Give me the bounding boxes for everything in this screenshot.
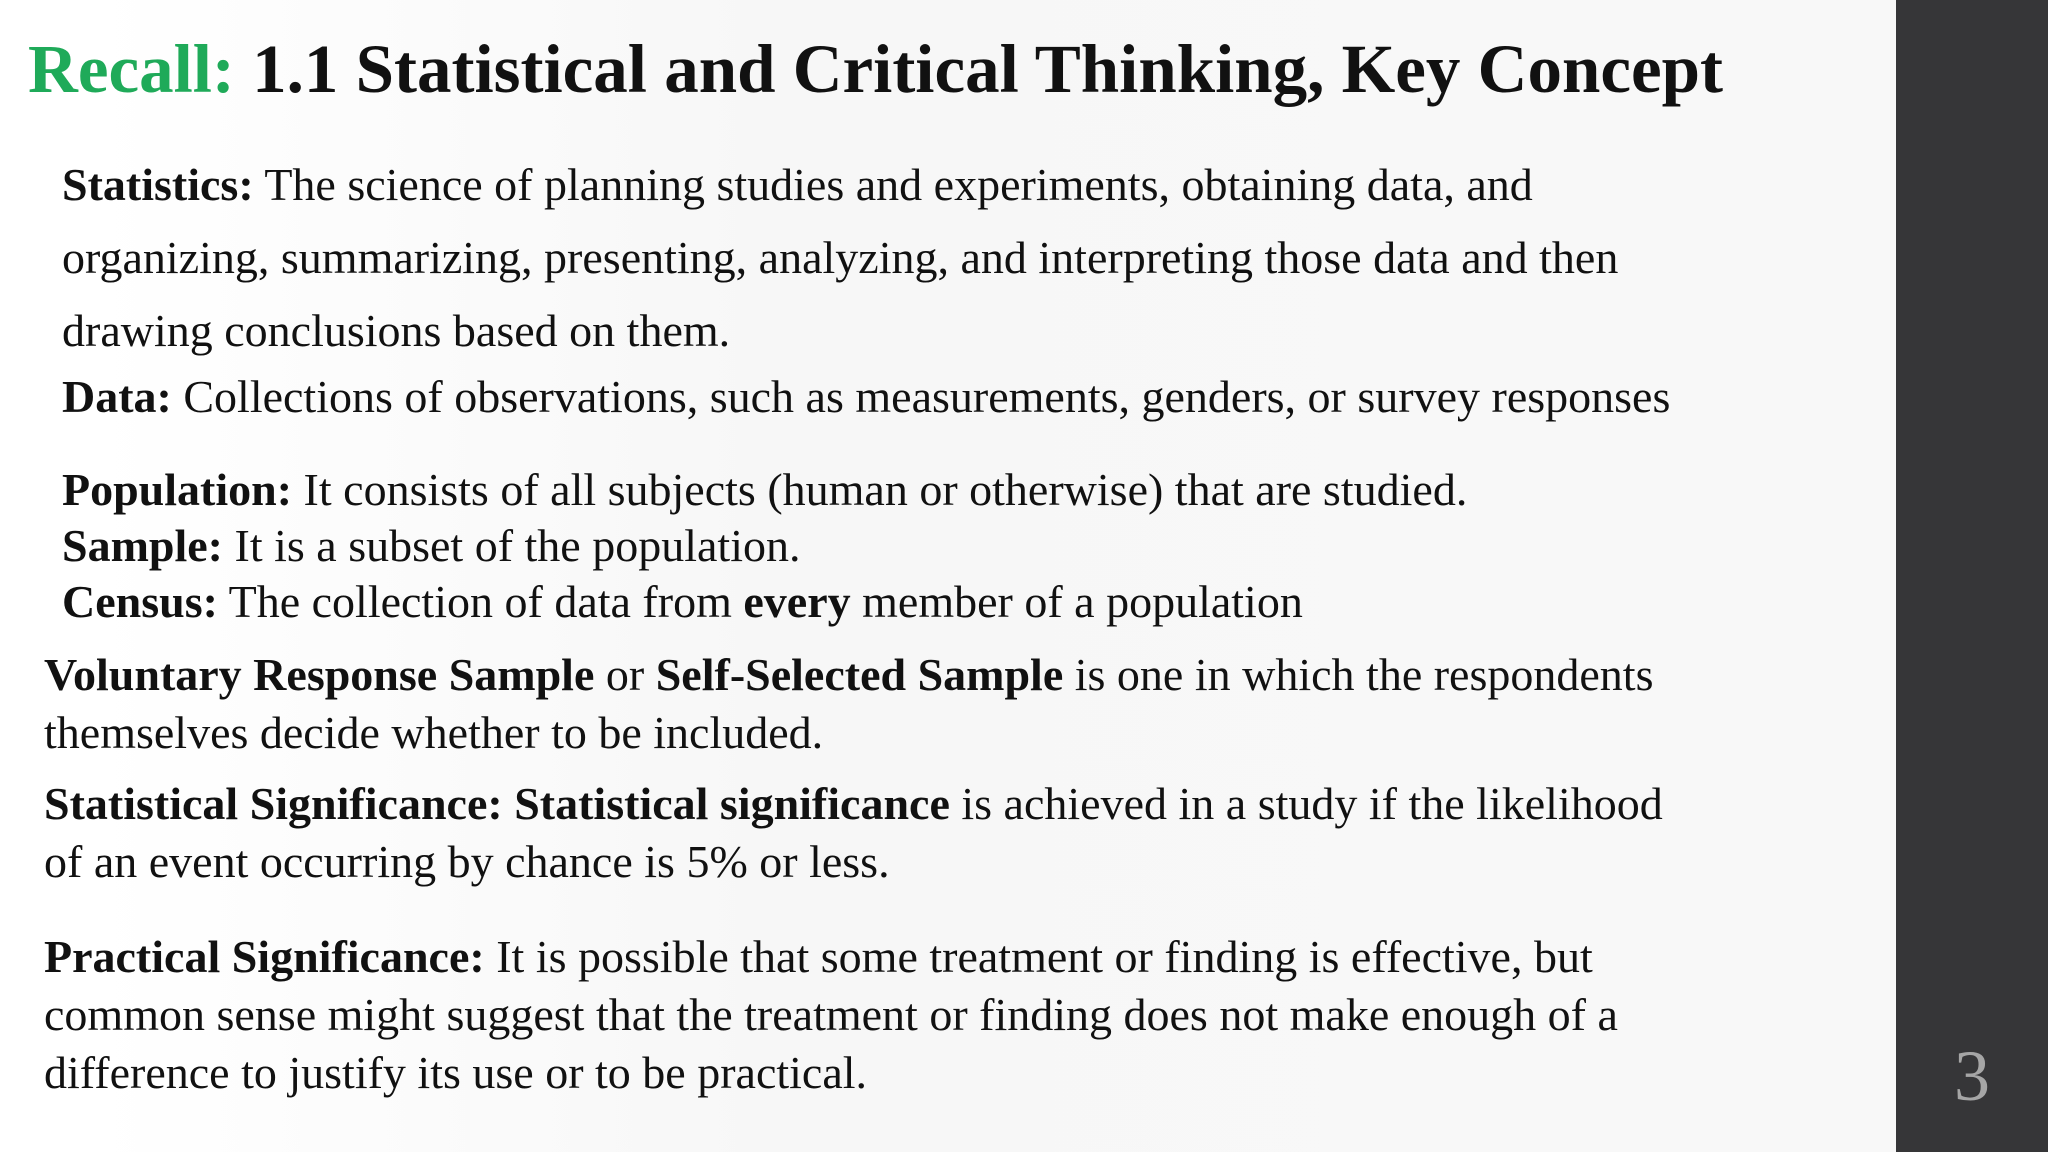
practical-text-3: difference to justify its use or to be practical. — [44, 1047, 868, 1098]
practical-text-1: It is possible that some treatment or finding is effective, but — [496, 931, 1593, 982]
statistics-text-1: The science of planning studies and experiments, obtaining data, and — [264, 159, 1533, 210]
practical-line-1 — [44, 928, 1618, 986]
statistics-text-2: organizing, summarizing, presenting, analyzing, and interpreting those data and then — [62, 232, 1619, 283]
statistics-definition — [62, 148, 1618, 367]
title-main-text: 1.1 Statistical and Critical Thinking, Key Concept — [252, 31, 1723, 107]
voluntary-line-1 — [44, 646, 1653, 704]
census-text-before: The collection of data from — [228, 576, 732, 627]
sample-text: It is a subset of the population. — [234, 520, 801, 571]
statistical-significance-definition — [44, 775, 1663, 891]
voluntary-text-2: themselves decide whether to be included. — [44, 707, 824, 758]
statistics-line-1 — [62, 148, 1618, 221]
voluntary-text-1: is one in which the respondents — [1074, 649, 1654, 700]
population-sample-census-block — [62, 462, 1467, 630]
practical-term: Practical Significance: — [44, 931, 485, 982]
statistics-text-3: drawing conclusions based on them. — [62, 305, 731, 356]
statsig-term: Statistical Significance: — [44, 778, 503, 829]
sample-definition — [62, 518, 1467, 574]
voluntary-connector: or — [605, 649, 645, 700]
voluntary-response-definition — [44, 646, 1653, 762]
statsig-text-1: is achieved in a study if the likelihood — [961, 778, 1663, 829]
census-text-after: member of a population — [862, 576, 1303, 627]
title-recall-prefix: Recall: — [28, 31, 235, 107]
data-text: Collections of observations, such as measurements, genders, or survey responses — [183, 371, 1671, 422]
census-emphasis: every — [743, 576, 851, 627]
sample-term: Sample: — [62, 520, 223, 571]
slide-title — [28, 30, 1723, 109]
voluntary-term-1: Voluntary Response Sample — [44, 649, 595, 700]
population-definition — [62, 462, 1467, 518]
census-term: Census: — [62, 576, 218, 627]
slide-page-number: 3 — [1954, 1036, 1990, 1116]
population-term: Population: — [62, 464, 293, 515]
census-definition — [62, 574, 1467, 630]
population-text: It consists of all subjects (human or otherwise) that are studied. — [303, 464, 1468, 515]
practical-text-2: common sense might suggest that the treatment or finding does not make enough of a — [44, 989, 1618, 1040]
data-term: Data: — [62, 371, 172, 422]
statsig-text-2: of an event occurring by chance is 5% or less. — [44, 836, 890, 887]
statsig-emphasis: Statistical significance — [514, 778, 950, 829]
data-definition — [62, 367, 1670, 427]
slide-sidebar — [1896, 0, 2048, 1152]
statistics-term: Statistics: — [62, 159, 254, 210]
practical-significance-definition — [44, 928, 1618, 1102]
statsig-line-1 — [44, 775, 1663, 833]
voluntary-term-2: Self-Selected Sample — [655, 649, 1064, 700]
